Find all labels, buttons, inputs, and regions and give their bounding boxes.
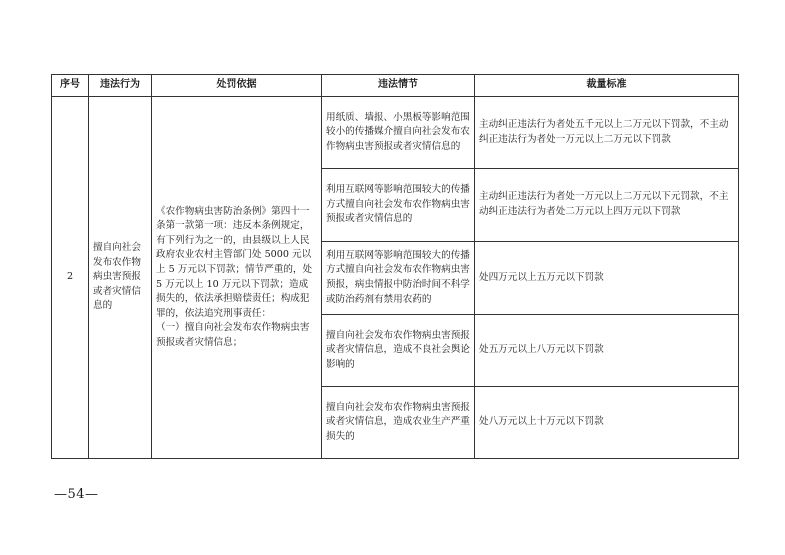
header-violation-circumstance: 违法情节 (322, 75, 475, 97)
standard-cell: 处四万元以上五万元以下罚款 (475, 242, 739, 315)
violation-cell: 擅自向社会发布农作物病虫害预报或者灾情信息的 (89, 97, 152, 459)
header-penalty-basis: 处罚依据 (152, 75, 322, 97)
header-violation: 违法行为 (89, 75, 152, 97)
circumstance-cell: 利用互联网等影响范围较大的传播方式擅自向社会发布农作物病虫害预报，病虫情报中防治时间不科学或防治药剂有禁用农药的 (322, 242, 475, 315)
page-number: —54— (54, 487, 99, 502)
header-number: 序号 (52, 75, 89, 97)
standard-cell: 处五万元以上八万元以下罚款 (475, 315, 739, 387)
circumstance-cell: 用纸质、墙报、小黑板等影响范围较小的传播媒介擅自向社会发布农作物病虫害预报或者灾情信息的 (322, 97, 475, 169)
penalty-basis-text: 《农作物病虫害防治条例》第四十一条第一款第一项：违反本条例规定，有下列行为之一的，由县级以上人民政府农业农村主管部门处 5000 元以上 5 万元以下罚款；情节严重的，处 5 万元以上 10 万元以下罚款；造成损失的，依法承担赔偿责任；构成犯罪的，依法追究刑事责任： (156, 205, 313, 319)
table-row (52, 97, 739, 169)
table-header-row (52, 75, 739, 97)
row-number: 2 (52, 97, 89, 459)
circumstance-cell: 利用互联网等影响范围较大的传播方式擅自向社会发布农作物病虫害预报或者灾情信息的 (322, 169, 475, 242)
standard-cell: 主动纠正违法行为者处一万元以上二万元以下元罚款，不主动纠正违法行为者处二万元以上四万元以下罚款 (475, 169, 739, 242)
penalty-table (51, 74, 739, 459)
standard-cell: 处八万元以上十万元以下罚款 (475, 387, 739, 459)
penalty-basis-item: （一）擅自向社会发布农作物病虫害预报或者灾情信息； (156, 322, 310, 348)
header-discretion-standard: 裁量标准 (475, 75, 739, 97)
circumstance-cell: 擅自向社会发布农作物病虫害预报或者灾情信息，造成不良社会舆论影响的 (322, 315, 475, 387)
circumstance-cell: 擅自向社会发布农作物病虫害预报或者灾情信息，造成农业生产严重损失的 (322, 387, 475, 459)
standard-cell: 主动纠正违法行为者处五千元以上二万元以下罚款，不主动纠正违法行为者处一万元以上二万元以下罚款 (475, 97, 739, 169)
penalty-basis-cell (152, 97, 322, 459)
